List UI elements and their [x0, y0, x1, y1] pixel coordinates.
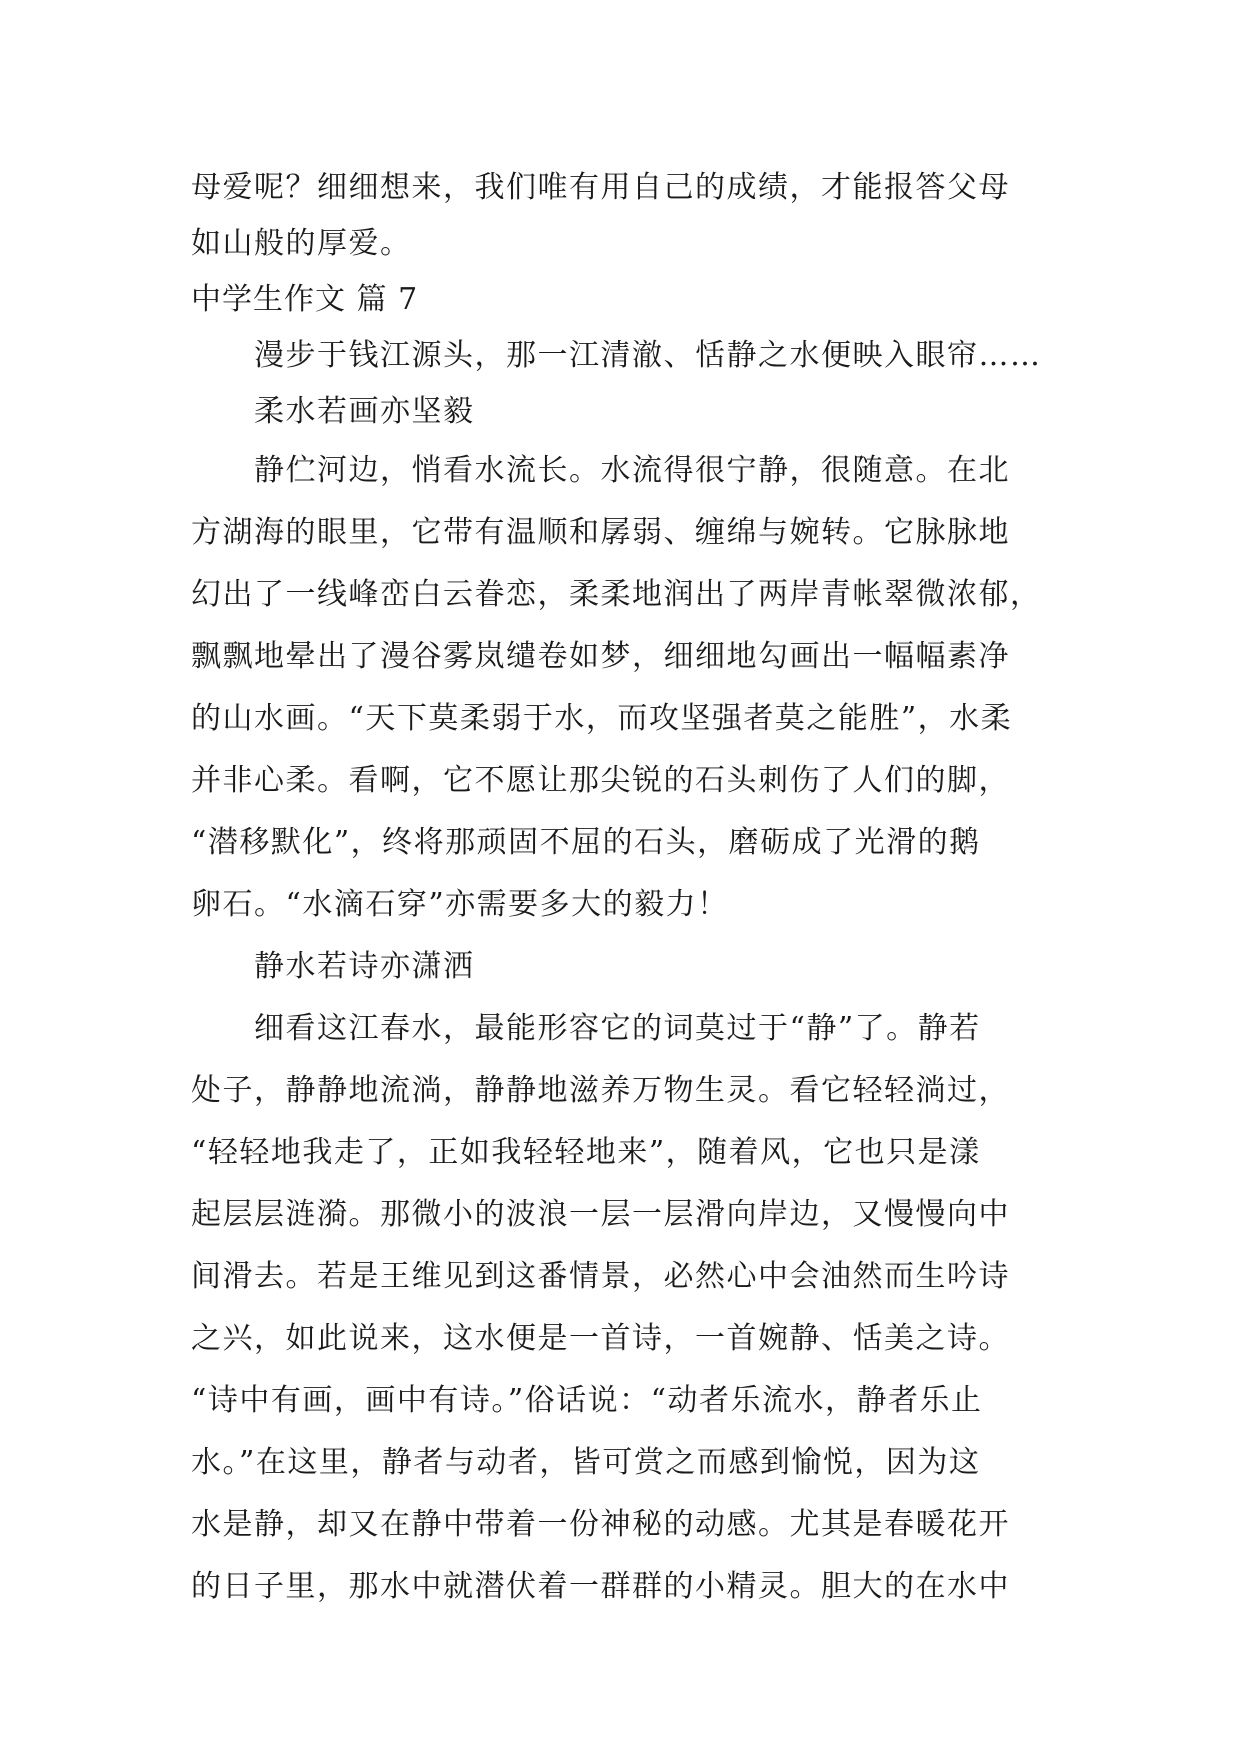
paragraph-line: 方湖海的眼里，它带有温顺和孱弱、缠绵与婉转。它脉脉地 [191, 515, 1010, 550]
paragraph-line: 的日子里，那水中就潜伏着一群群的小精灵。胆大的在水中 [191, 1569, 1010, 1604]
section-heading: 中学生作文 篇 7 [191, 282, 419, 317]
paragraph-line: “诗中有画，画中有诗。”俗话说：“动者乐流水，静者乐止 [191, 1383, 983, 1418]
paragraph-line: 静伫河边，悄看水流长。水流得很宁静，很随意。在北 [254, 453, 1010, 488]
paragraph-line: 水是静，却又在静中带着一份神秘的动感。尤其是春暖花开 [191, 1507, 1010, 1542]
paragraph-line: 母爱呢？细细想来，我们唯有用自己的成绩，才能报答父母 [191, 170, 1010, 205]
paragraph-line: 细看这江春水，最能形容它的词莫过于“静”了。静若 [254, 1011, 981, 1046]
paragraph-line: 的山水画。“天下莫柔弱于水，而攻坚强者莫之能胜”，水柔 [191, 701, 1013, 736]
paragraph-line: 处子，静静地流淌，静静地滋养万物生灵。看它轻轻淌过， [191, 1073, 1010, 1108]
paragraph-line: “轻轻地我走了，正如我轻轻地来”，随着风，它也只是漾 [191, 1135, 981, 1170]
paragraph-line: 间滑去。若是王维见到这番情景，必然心中会油然而生吟诗 [191, 1259, 1010, 1294]
paragraph-line: 之兴，如此说来，这水便是一首诗，一首婉静、恬美之诗。 [191, 1321, 1010, 1356]
paragraph-line: 幻出了一线峰峦白云眷恋，柔柔地润出了两岸青帐翠微浓郁， [191, 577, 1042, 612]
document-body [191, 160, 1051, 1618]
paragraph-line: 起层层涟漪。那微小的波浪一层一层滑向岸边，又慢慢向中 [191, 1197, 1010, 1232]
intro-line: 漫步于钱江源头，那一江清澈、恬静之水便映入眼帘…… [254, 338, 1042, 373]
paragraph-line: 并非心柔。看啊，它不愿让那尖锐的石头刺伤了人们的脚， [191, 763, 1010, 798]
paragraph-line: “潜移默化”，终将那顽固不屈的石头，磨砺成了光滑的鹅 [191, 825, 981, 860]
paragraph-line: 水。”在这里，静者与动者，皆可赏之而感到愉悦，因为这 [191, 1445, 981, 1480]
subheading-jing-shui: 静水若诗亦潇洒 [254, 949, 475, 984]
subheading-rou-shui: 柔水若画亦坚毅 [254, 394, 475, 429]
paragraph-line: 飘飘地晕出了漫谷雾岚缱卷如梦，细细地勾画出一幅幅素净 [191, 639, 1010, 674]
paragraph-line: 卵石。“水滴石穿”亦需要多大的毅力！ [191, 887, 729, 922]
paragraph-line: 如山般的厚爱。 [191, 226, 412, 261]
